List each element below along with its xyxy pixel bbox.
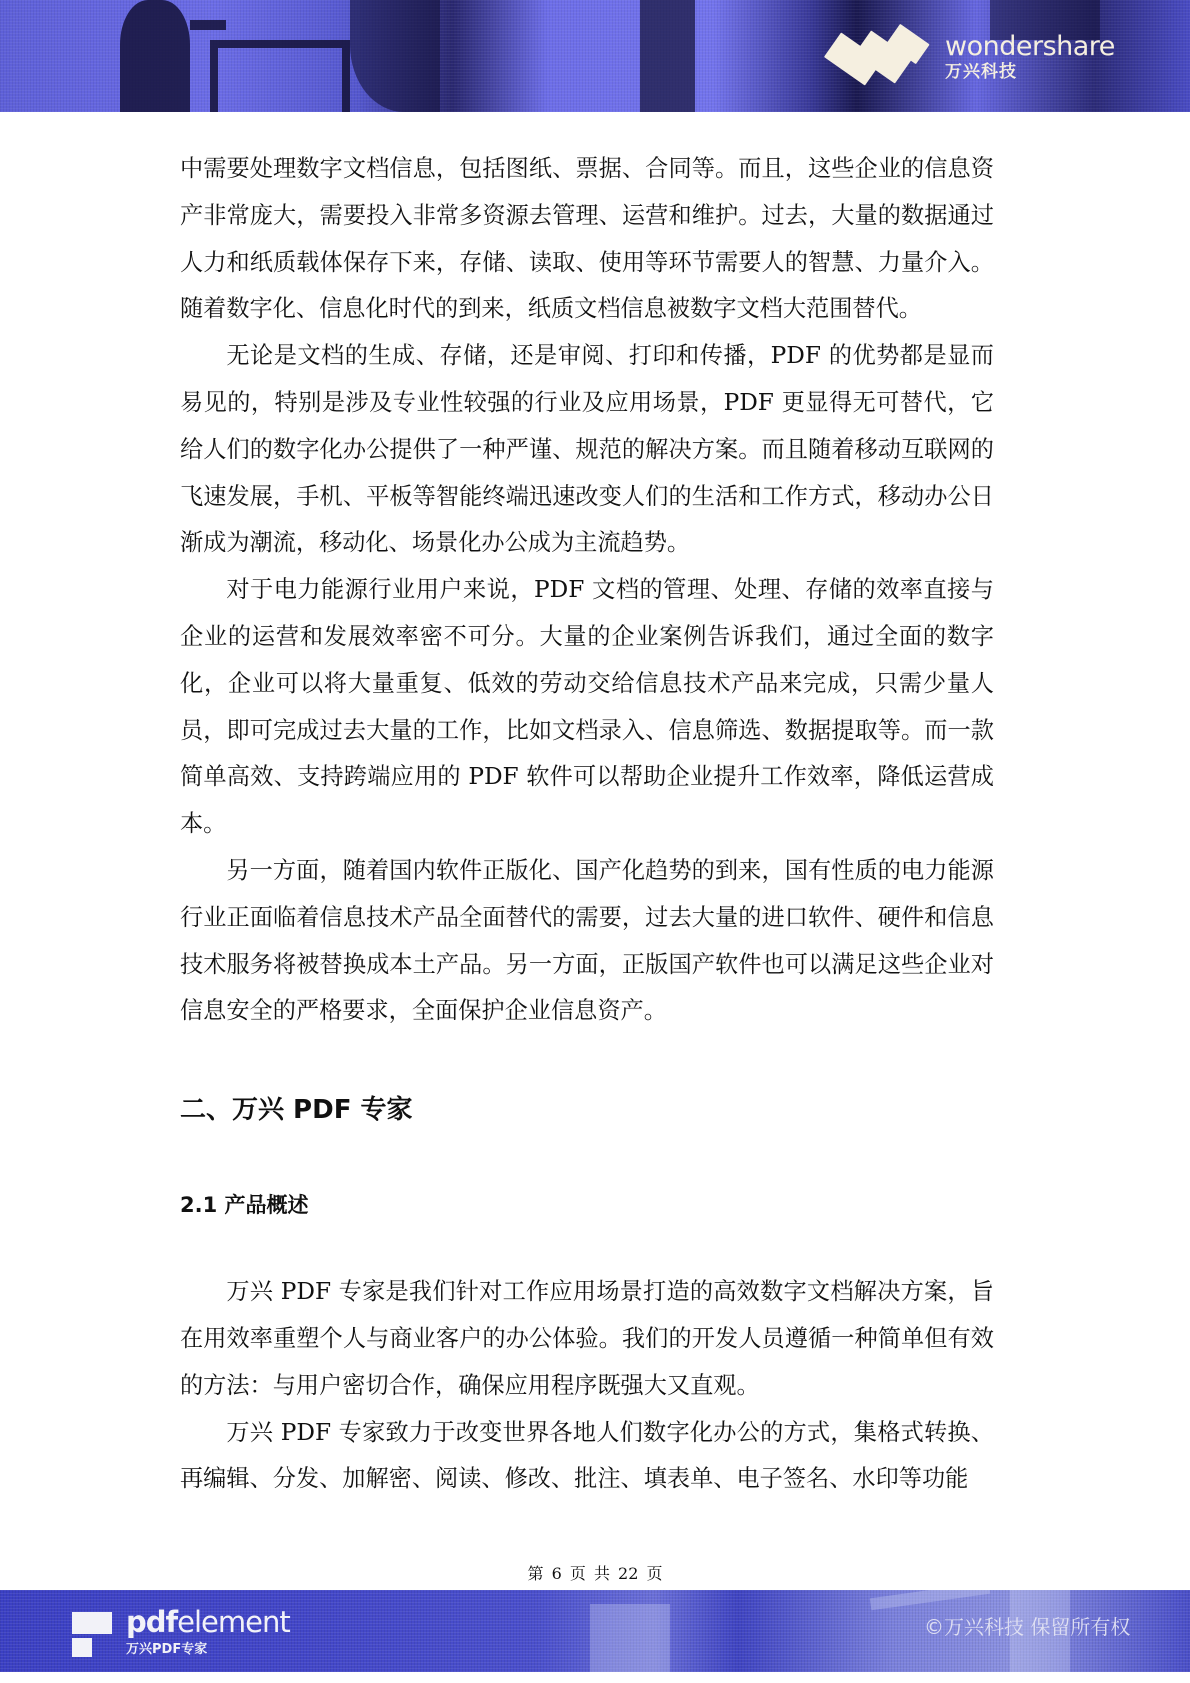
paragraph: 中需要处理数字文档信息，包括图纸、票据、合同等。而且，这些企业的信息资产非常庞大，需要投入非常多资源去管理、运营和维护。过去，大量的数据通过人力和纸质载体保存下来，存储、读取、使用等环节需要人的智慧、力量介入。随着数字化、信息化时代的到来，纸质文档信息被数字文档大范围替代。 bbox=[180, 155, 994, 323]
pdfelement-logo-icon bbox=[72, 1612, 112, 1657]
brand-name-en: wondershare bbox=[945, 31, 1115, 62]
banner-photo-lamp bbox=[190, 20, 226, 30]
brand-name-cn: 万兴科技 bbox=[945, 62, 1017, 82]
copyright-notice: ©万兴科技 保留所有权 bbox=[924, 1615, 1131, 1639]
paragraph: 另一方面，随着国内软件正版化、国产化趋势的到来，国有性质的电力能源行业正面临着信息技术产品全面替代的需要，过去大量的进口软件、硬件和信息技术服务将被替换成本土产品。另一方面，正版国产软件也可以满足这些企业对信息安全的严格要求，全面保护企业信息资产。 bbox=[180, 856, 994, 1025]
pdfelement-logo-text bbox=[126, 1606, 290, 1658]
section-heading: 二、万兴 PDF 专家 bbox=[180, 1095, 413, 1126]
banner-photo-silhouette bbox=[120, 0, 190, 112]
banner-photo-figure bbox=[350, 0, 440, 112]
header-banner bbox=[0, 0, 1190, 112]
paragraph: 对于电力能源行业用户来说，PDF 文档的管理、处理、存储的效率直接与企业的运营和发展效率密不可分。大量的企业案例告诉我们，通过全面的数字化，企业可以将大量重复、低效的劳动交给信息技术产品来完成，只需少量人员，即可完成过去大量的工作，比如文档录入、信息筛选、数据提取等。而一款简单高效、支持跨端应用的 PDF 软件可以帮助企业提升工作效率，降低运营成本。 bbox=[180, 576, 994, 838]
paragraph: 万兴 PDF 专家致力于改变世界各地人们数字化办公的方式，集格式转换、再编辑、分发、加解密、阅读、修改、批注、填表单、电子签名、水印等功能 bbox=[180, 1418, 994, 1493]
subsection-heading: 2.1 产品概述 bbox=[180, 1193, 309, 1218]
banner-photo-frame bbox=[210, 40, 350, 112]
paragraph: 无论是文档的生成、存储，还是审阅、打印和传播，PDF 的优势都是显而易见的，特别是涉及专业性较强的行业及应用场景，PDF 更显得无可替代，它给人们的数字化办公提供了一种严谨、规范的解决方案。而且随着移动互联网的飞速发展，手机、平板等智能终端迅速改变人们的生活和工作方式，移动办公日渐成为潮流，移动化、场景化办公成为主流趋势。 bbox=[180, 342, 994, 557]
banner-photo-dark-block bbox=[640, 0, 695, 112]
wondershare-logo-icon bbox=[830, 30, 926, 84]
pdfelement-brand-cn: 万兴PDF专家 bbox=[126, 1642, 208, 1657]
pdfelement-brand bbox=[126, 1606, 290, 1638]
page-number: 第 6 页 共 22 页 bbox=[527, 1564, 663, 1583]
footer-banner bbox=[0, 1590, 1190, 1672]
wondershare-logo-text bbox=[945, 32, 1115, 82]
paragraph: 万兴 PDF 专家是我们针对工作应用场景打造的高效数字文档解决方案，旨在用效率重塑个人与商业客户的办公体验。我们的开发人员遵循一种简单但有效的方法：与用户密切合作，确保应用程序既强大又直观。 bbox=[180, 1278, 994, 1399]
banner-photo-panel bbox=[590, 1604, 670, 1672]
brand-light: element bbox=[177, 1605, 290, 1639]
document-body bbox=[180, 146, 994, 1503]
banner-photo-panel-3 bbox=[870, 1590, 991, 1610]
brand-bold: pdf bbox=[126, 1605, 178, 1639]
